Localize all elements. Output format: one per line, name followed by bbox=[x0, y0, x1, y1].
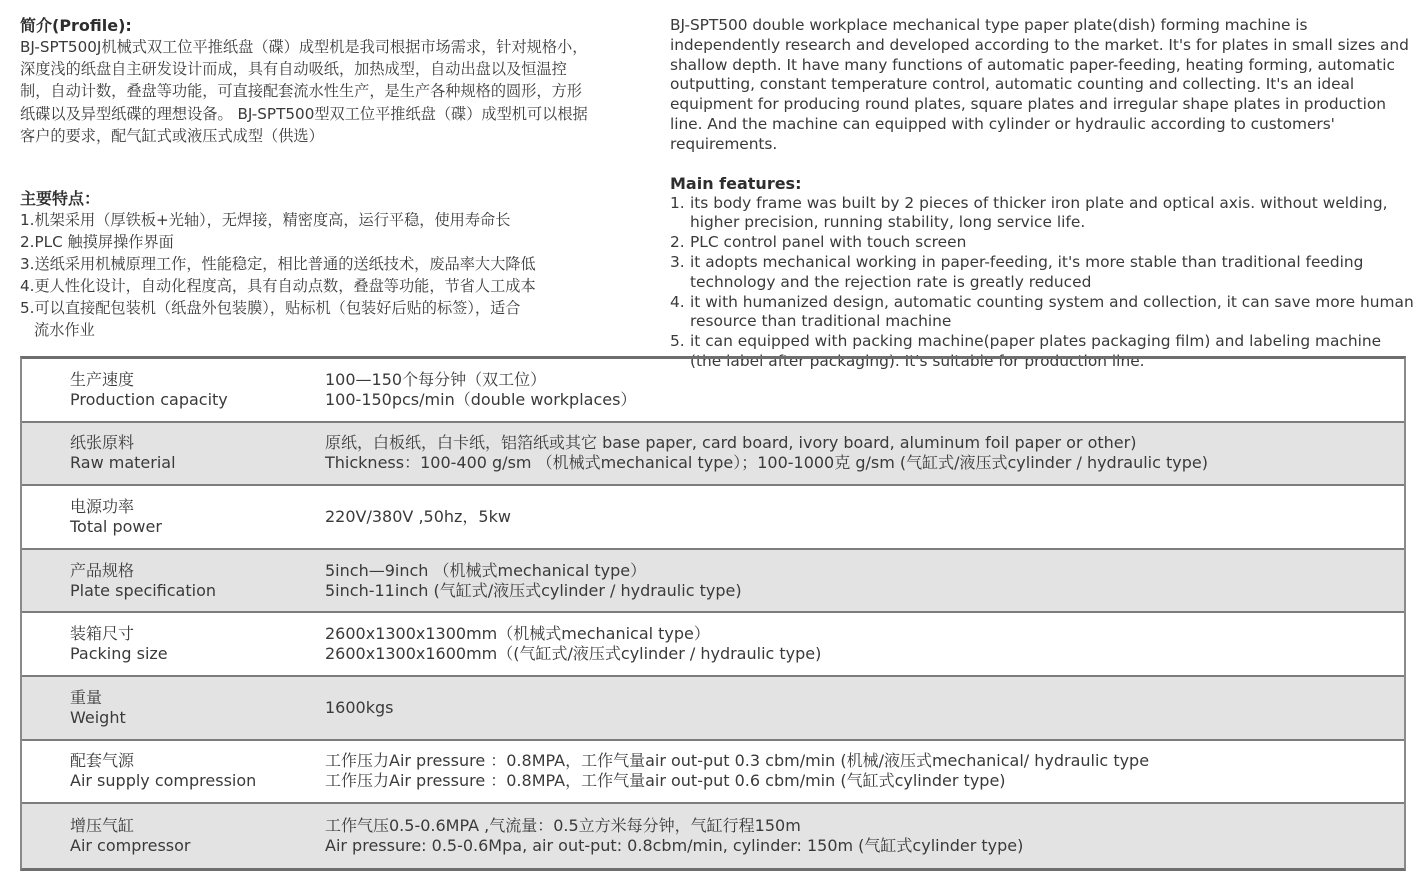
table-row bbox=[22, 613, 1404, 677]
spec-value bbox=[325, 433, 1404, 473]
spec-label-en: Packing size bbox=[70, 644, 168, 664]
spec-label-zh: 产品规格 bbox=[70, 560, 135, 580]
spec-value-line: 100—150个每分钟（双工位） bbox=[325, 369, 547, 389]
list-item-text: PLC control panel with touch screen bbox=[690, 233, 967, 252]
spec-value bbox=[325, 561, 1404, 601]
spec-value-line: 220V/380V ,50hz，5kw bbox=[325, 506, 511, 526]
spec-label bbox=[22, 433, 325, 473]
spec-value bbox=[325, 751, 1404, 791]
spec-label-zh: 配套气源 bbox=[70, 751, 135, 771]
table-row bbox=[22, 423, 1404, 487]
spec-value-line: 2600x1300x1600mm（(气缸式/液压式cylinder / hydraulic type) bbox=[325, 644, 822, 664]
spec-value bbox=[325, 507, 1404, 527]
spec-label-en: Air compressor bbox=[70, 835, 191, 855]
zh-profile-text: BJ-SPT500J机械式双工位平推纸盘（碟）成型机是我司根据市场需求，针对规格小，深度浅的纸盘自主研发设计而成，具有自动吸纸，加热成型，自动出盘以及恒温控制，自动计数，叠盘等功能，可直接配套流水性生产，是生产各种规格的圆形，方形纸碟以及异型纸碟的理想设备。 BJ-SPT500型双工位平推纸盘（碟）成型机可以根据客户的要求，配气缸式或液压式成型（供选） bbox=[20, 38, 588, 145]
list-item bbox=[670, 253, 1415, 293]
spec-label bbox=[22, 561, 325, 601]
spec-value bbox=[325, 698, 1404, 718]
list-item: 4.更人性化设计，自动化程度高，具有自动点数，叠盘等功能，节省人工成本 bbox=[20, 277, 536, 296]
list-item-text: it adopts mechanical working in paper-feeding, it's more stable than traditional feeding technology and the rejection rate is greatly reduced bbox=[690, 252, 1364, 291]
english-column bbox=[670, 16, 1415, 372]
list-item-text: 5.可以直接配包装机（纸盘外包装膜），贴标机（包装好后贴的标签），适合 bbox=[20, 299, 521, 318]
spec-value-line: Thickness：100-400 g/sm （机械式mechanical type）；100-1000克 g/sm (气缸式/液压式cylinder / hydraulic type) bbox=[325, 453, 1208, 473]
spec-label-en: Air supply compression bbox=[70, 771, 257, 791]
en-features-list bbox=[670, 194, 1415, 372]
spec-label bbox=[22, 751, 325, 791]
spec-label-zh: 增压气缸 bbox=[70, 815, 135, 835]
list-item bbox=[670, 194, 1415, 234]
list-number: 3. bbox=[670, 252, 685, 271]
en-profile-text: BJ-SPT500 double workplace mechanical type paper plate(dish) forming machine is independently research and developed according to the market. It's for plates in small sizes and shallow depth. It have many functions of automatic paper-feeding, heating forming, automatic outputting, constant temperature control, automatic counting and collecting. It's an ideal equipment for producing round plates, square plates and irregular shape plates in production line. And the machine can equipped with cylinder or hydraulic according to customers' requirements. bbox=[670, 16, 1409, 153]
spec-label bbox=[22, 370, 325, 410]
spec-value-line: Air pressure: 0.5-0.6Mpa, air out-put: 0.8cbm/min, cylinder: 150m (气缸式cylinder type) bbox=[325, 835, 1024, 855]
spec-value-line: 工作气压0.5-0.6MPA ,气流量：0.5立方米每分钟，气缸行程150m bbox=[325, 815, 801, 835]
spec-label bbox=[22, 688, 325, 728]
spec-value-line: 5inch—9inch （机械式mechanical type） bbox=[325, 560, 647, 580]
spec-label-en: Plate specification bbox=[70, 580, 217, 600]
list-item bbox=[20, 297, 595, 341]
spec-label-en: Weight bbox=[70, 707, 126, 727]
list-number: 1. bbox=[670, 193, 685, 212]
list-item-continuation: 流水作业 bbox=[34, 321, 95, 340]
spec-value-line: 2600x1300x1300mm（机械式mechanical type） bbox=[325, 624, 710, 644]
spec-label-zh: 纸张原料 bbox=[70, 433, 135, 453]
zh-profile-heading: 简介(Profile): bbox=[20, 16, 132, 35]
chinese-column bbox=[20, 16, 595, 341]
spec-table bbox=[20, 356, 1406, 871]
list-item-text: it with humanized design, automatic counting system and collection, it can save more human resource than traditional machine bbox=[690, 292, 1414, 331]
zh-features-heading: 主要特点： bbox=[20, 189, 101, 209]
spec-value bbox=[325, 816, 1404, 856]
list-item-text: it can equipped with packing machine(paper plates packaging film) and labeling machine (the label after packaging). It's suitable for production line. bbox=[690, 332, 1382, 370]
list-item bbox=[670, 233, 1415, 253]
spec-label bbox=[22, 497, 325, 537]
list-item: 3.送纸采用机械原理工作，性能稳定，相比普通的送纸技术，废品率大大降低 bbox=[20, 255, 536, 274]
spec-label-en: Production capacity bbox=[70, 389, 228, 409]
table-row bbox=[22, 359, 1404, 423]
table-row bbox=[22, 677, 1404, 741]
spec-label-en: Total power bbox=[70, 516, 162, 536]
list-item bbox=[670, 293, 1415, 333]
spec-label-zh: 重量 bbox=[70, 687, 103, 707]
spec-value-line: 工作压力Air pressure ：0.8MPA，工作气量air out-put 0.3 cbm/min (机械/液压式mechanical/ hydraulic type bbox=[325, 751, 1150, 771]
spec-label bbox=[22, 816, 325, 856]
list-number: 2. bbox=[670, 233, 685, 252]
spec-label-zh: 装箱尺寸 bbox=[70, 624, 135, 644]
table-row bbox=[22, 804, 1404, 868]
spec-value-line: 1600kgs bbox=[325, 697, 394, 717]
spec-value-line: 100-150pcs/min（double workplaces） bbox=[325, 389, 637, 409]
table-row bbox=[22, 550, 1404, 614]
list-item: 1.机架采用（厚铁板+光轴），无焊接，精密度高，运行平稳，使用寿命长 bbox=[20, 211, 511, 230]
zh-features-list bbox=[20, 209, 595, 341]
table-row bbox=[22, 486, 1404, 550]
spec-label-en: Raw material bbox=[70, 453, 176, 473]
list-number: 5. bbox=[670, 332, 685, 351]
en-features-heading: Main features: bbox=[670, 173, 802, 193]
table-row bbox=[22, 741, 1404, 805]
list-item: 2.PLC 触摸屏操作界面 bbox=[20, 233, 174, 252]
spec-value-line: 5inch-11inch (气缸式/液压式cylinder / hydraulic type) bbox=[325, 580, 742, 600]
spec-label-zh: 电源功率 bbox=[70, 496, 135, 516]
spec-value-line: 原纸，白板纸，白卡纸，铝箔纸或其它 base paper, card board, ivory board, aluminum foil paper or other) bbox=[325, 433, 1137, 453]
spec-label bbox=[22, 624, 325, 664]
list-number: 4. bbox=[670, 292, 685, 311]
spec-label-zh: 生产速度 bbox=[70, 369, 135, 389]
spec-value bbox=[325, 624, 1404, 664]
spec-value bbox=[325, 370, 1404, 410]
spec-value-line: 工作压力Air pressure ：0.8MPA，工作气量air out-put 0.6 cbm/min (气缸式cylinder type) bbox=[325, 771, 1006, 791]
list-item-text: its body frame was built by 2 pieces of thicker iron plate and optical axis. without welding, higher precision, running stability, long service life. bbox=[690, 193, 1388, 232]
